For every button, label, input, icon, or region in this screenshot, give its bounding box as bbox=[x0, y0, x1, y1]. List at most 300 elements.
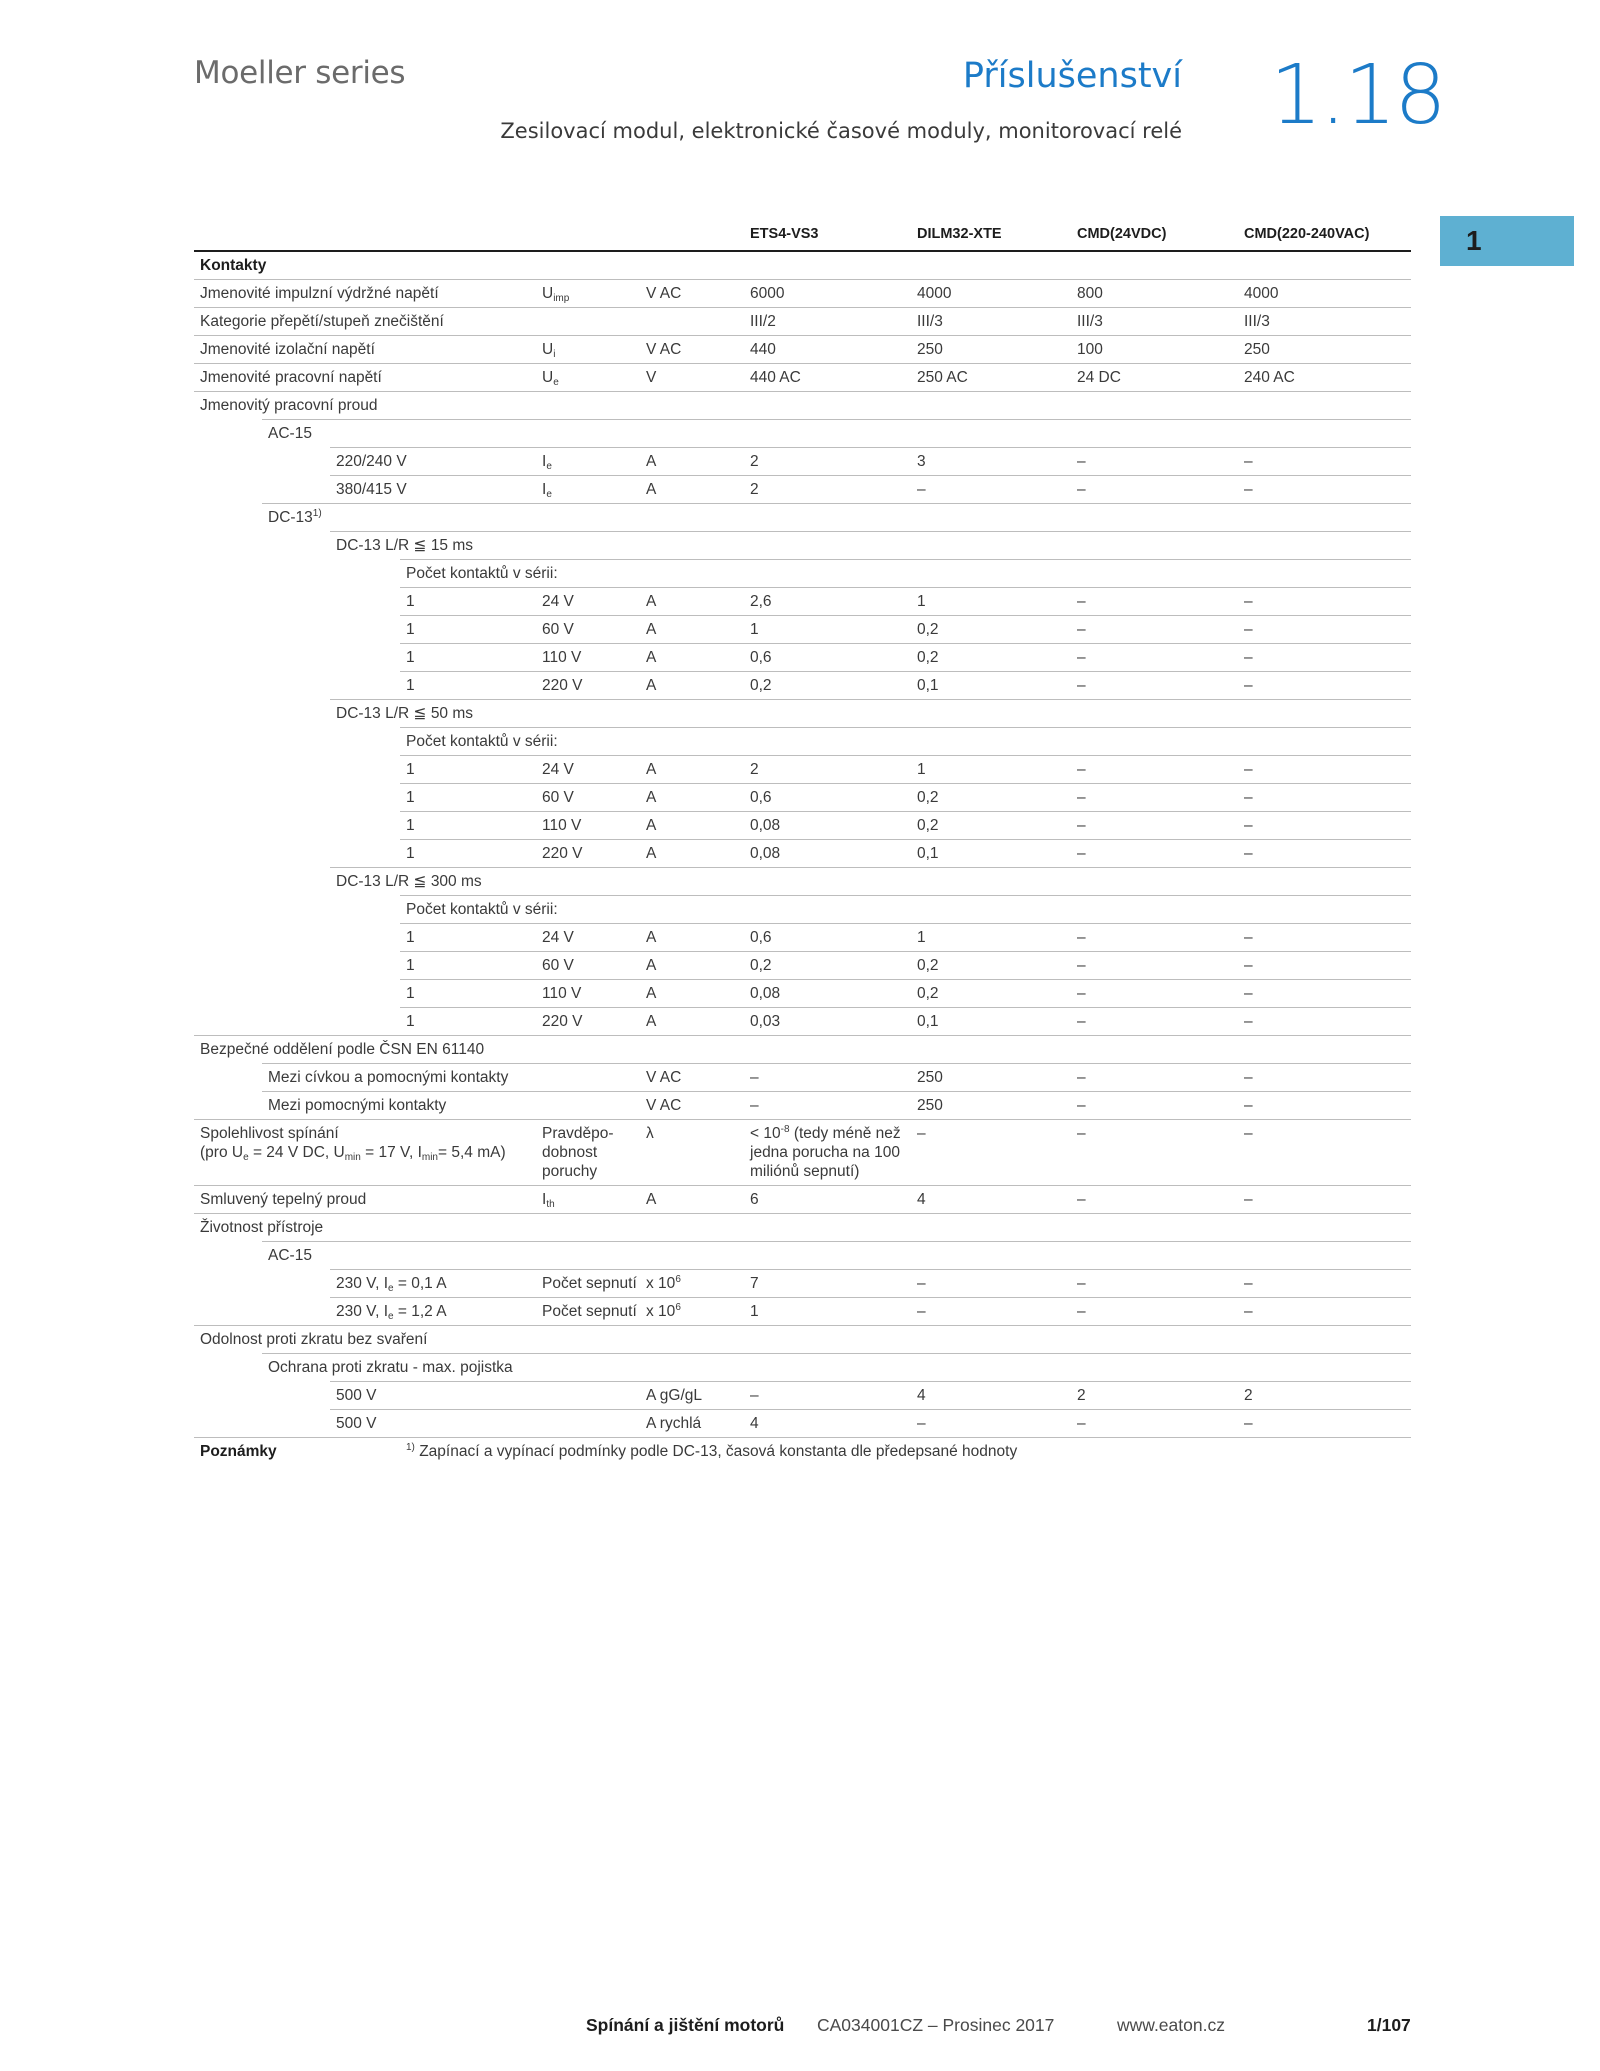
indent-spacer bbox=[262, 644, 330, 672]
cell-value: 1 bbox=[911, 924, 1071, 952]
row-voltage: 60 V bbox=[536, 784, 640, 812]
indent-spacer bbox=[262, 532, 330, 560]
row-label: 380/415 V bbox=[330, 476, 536, 504]
cell-value: – bbox=[1071, 840, 1238, 868]
column-header: DILM32-XTE bbox=[917, 226, 1002, 242]
indent-spacer bbox=[194, 784, 262, 812]
row-unit: A bbox=[640, 784, 744, 812]
cell-value: 1 bbox=[744, 616, 911, 644]
row-unit: A bbox=[640, 616, 744, 644]
row-voltage: 24 V bbox=[536, 588, 640, 616]
table-row bbox=[194, 1270, 1411, 1298]
indent-spacer bbox=[262, 616, 330, 644]
cell-value: 4 bbox=[911, 1382, 1071, 1410]
indent-spacer bbox=[262, 896, 330, 924]
table-row bbox=[194, 336, 1411, 364]
indent-spacer bbox=[330, 1008, 400, 1036]
footnote-marker: 1) bbox=[406, 1442, 415, 1453]
cell-value: – bbox=[1238, 784, 1411, 812]
row-label: 230 V, $I_e = 1,2$ A bbox=[330, 1298, 536, 1326]
row-label: 500 V bbox=[330, 1382, 640, 1410]
cell-value: 800 bbox=[1071, 280, 1238, 308]
row-label: AC-15 bbox=[262, 1242, 1411, 1270]
footer-url[interactable]: www.eaton.cz bbox=[1117, 2015, 1225, 2035]
contact-count: 1 bbox=[400, 1008, 536, 1036]
indent-spacer bbox=[262, 1298, 330, 1326]
cell-value: 250 bbox=[911, 1064, 1071, 1092]
column-header: CMD(220-240VAC) bbox=[1244, 226, 1370, 242]
row-unit: A rychlá bbox=[640, 1410, 744, 1438]
cell-value: – bbox=[1238, 588, 1411, 616]
table-row bbox=[194, 812, 1411, 840]
indent-spacer bbox=[262, 924, 330, 952]
indent-spacer bbox=[194, 1270, 262, 1298]
table-row bbox=[194, 588, 1411, 616]
indent-spacer bbox=[262, 700, 330, 728]
cell-value: III/3 bbox=[1238, 308, 1411, 336]
indent-spacer bbox=[194, 728, 262, 756]
contact-count: 1 bbox=[400, 672, 536, 700]
cell-value: – bbox=[1071, 1120, 1238, 1186]
chapter-tab[interactable]: 1 bbox=[1440, 216, 1574, 266]
row-unit: A bbox=[640, 644, 744, 672]
row-label: Jmenovitý pracovní proud bbox=[194, 392, 1411, 420]
row-unit: A bbox=[640, 1008, 744, 1036]
cell-value: 6000 bbox=[744, 280, 911, 308]
cell-value: – bbox=[1238, 1186, 1411, 1214]
row-label: Mezi pomocnými kontakty bbox=[262, 1092, 640, 1120]
table-row bbox=[194, 1120, 1411, 1186]
contact-count: 1 bbox=[400, 840, 536, 868]
table-row bbox=[194, 1036, 1411, 1064]
row-label: 500 V bbox=[330, 1410, 640, 1438]
section-subtitle: Zesilovací modul, elektronické časové moduly, monitorovací relé bbox=[500, 119, 1182, 143]
cell-value: – bbox=[1071, 672, 1238, 700]
indent-spacer bbox=[194, 476, 262, 504]
row-symbol: $I_e$ bbox=[536, 476, 640, 504]
cell-value: III/3 bbox=[911, 308, 1071, 336]
row-voltage: 60 V bbox=[536, 616, 640, 644]
table-row bbox=[194, 392, 1411, 420]
cell-value: 2,6 bbox=[744, 588, 911, 616]
table-row bbox=[194, 1008, 1411, 1036]
cell-value: 2 bbox=[1071, 1382, 1238, 1410]
section-row bbox=[194, 251, 1411, 280]
cell-value: 2 bbox=[744, 476, 911, 504]
table-row bbox=[194, 420, 1411, 448]
spec-table bbox=[194, 214, 1411, 1465]
table-row bbox=[194, 1354, 1411, 1382]
cell-value: – bbox=[1238, 1298, 1411, 1326]
indent-spacer bbox=[194, 644, 262, 672]
row-unit: A bbox=[640, 476, 744, 504]
cell-value: 0,1 bbox=[911, 1008, 1071, 1036]
row-label: Kategorie přepětí/stupeň znečištění bbox=[194, 308, 536, 336]
row-label: 220/240 V bbox=[330, 448, 536, 476]
indent-spacer bbox=[330, 616, 400, 644]
cell-value: – bbox=[911, 476, 1071, 504]
cell-value: – bbox=[744, 1064, 911, 1092]
cell-value: – bbox=[1071, 1298, 1238, 1326]
indent-spacer bbox=[262, 1270, 330, 1298]
cell-value: 250 bbox=[1238, 336, 1411, 364]
row-symbol: Pravděpo-dobnost poruchy bbox=[536, 1120, 640, 1186]
table-row bbox=[194, 952, 1411, 980]
row-voltage: 110 V bbox=[536, 644, 640, 672]
row-voltage: 24 V bbox=[536, 756, 640, 784]
cell-value: 0,08 bbox=[744, 812, 911, 840]
cell-value: 4 bbox=[744, 1410, 911, 1438]
indent-spacer bbox=[194, 560, 262, 588]
cell-value: 7 bbox=[744, 1270, 911, 1298]
row-label: DC-13$^{1)}$ bbox=[262, 504, 1411, 532]
table-row bbox=[194, 896, 1411, 924]
indent-spacer bbox=[194, 616, 262, 644]
cell-value: 440 AC bbox=[744, 364, 911, 392]
cell-value: – bbox=[1238, 952, 1411, 980]
row-voltage: 220 V bbox=[536, 840, 640, 868]
row-unit: A bbox=[640, 924, 744, 952]
cell-value: – bbox=[744, 1382, 911, 1410]
indent-spacer bbox=[330, 952, 400, 980]
row-label bbox=[194, 1120, 536, 1186]
row-unit: A bbox=[640, 952, 744, 980]
cell-value: 0,2 bbox=[911, 784, 1071, 812]
row-symbol: $U_e$ bbox=[536, 364, 640, 392]
row-unit: A bbox=[640, 588, 744, 616]
cell-value: 1 bbox=[911, 588, 1071, 616]
table-row bbox=[194, 280, 1411, 308]
indent-spacer bbox=[330, 980, 400, 1008]
contact-count: 1 bbox=[400, 756, 536, 784]
row-label-condition: (pro $U_e = 24$ V DC, $U_{min} = 17$ V, $I_{min}= 5,4$ mA) bbox=[200, 1144, 506, 1163]
row-unit: V AC bbox=[640, 1064, 744, 1092]
contact-count: 1 bbox=[400, 784, 536, 812]
table-row bbox=[194, 560, 1411, 588]
indent-spacer bbox=[262, 868, 330, 896]
row-label: Počet kontaktů v sérii: bbox=[400, 728, 1411, 756]
cell-value: 0,6 bbox=[744, 924, 911, 952]
indent-spacer bbox=[262, 588, 330, 616]
indent-spacer bbox=[194, 1354, 262, 1382]
cell-value: 0,2 bbox=[911, 952, 1071, 980]
table-header-row bbox=[194, 214, 1411, 251]
row-unit: V bbox=[640, 364, 744, 392]
indent-spacer bbox=[330, 588, 400, 616]
cell-value: 0,03 bbox=[744, 1008, 911, 1036]
cell-value: 250 bbox=[911, 336, 1071, 364]
row-unit: x $10^6$ bbox=[640, 1298, 744, 1326]
table-row bbox=[194, 1410, 1411, 1438]
indent-spacer bbox=[262, 1008, 330, 1036]
cell-value: – bbox=[1238, 476, 1411, 504]
column-header: ETS4-VS3 bbox=[750, 226, 819, 242]
table-row bbox=[194, 1242, 1411, 1270]
table-row bbox=[194, 840, 1411, 868]
indent-spacer bbox=[262, 448, 330, 476]
indent-spacer bbox=[194, 980, 262, 1008]
footnote-marker: 1) bbox=[312, 508, 322, 519]
row-unit: A bbox=[640, 672, 744, 700]
footer-doc-id: CA034001CZ – Prosinec 2017 bbox=[817, 2015, 1055, 2035]
table-row bbox=[194, 1298, 1411, 1326]
indent-spacer bbox=[330, 812, 400, 840]
cell-value: 4000 bbox=[1238, 280, 1411, 308]
indent-spacer bbox=[194, 840, 262, 868]
table-row bbox=[194, 1186, 1411, 1214]
cell-value: – bbox=[1238, 1064, 1411, 1092]
indent-spacer bbox=[194, 952, 262, 980]
indent-spacer bbox=[194, 588, 262, 616]
row-label: Jmenovité impulzní výdržné napětí bbox=[194, 280, 536, 308]
contact-count: 1 bbox=[400, 588, 536, 616]
row-voltage: 220 V bbox=[536, 672, 640, 700]
cell-value: – bbox=[911, 1270, 1071, 1298]
cell-value: – bbox=[1071, 1008, 1238, 1036]
indent-spacer bbox=[194, 504, 262, 532]
indent-spacer bbox=[330, 924, 400, 952]
cell-value: 3 bbox=[911, 448, 1071, 476]
row-label: Odolnost proti zkratu bez svaření bbox=[194, 1326, 1411, 1354]
cell-value: 0,6 bbox=[744, 784, 911, 812]
section-title: Příslušenství bbox=[962, 56, 1182, 96]
cell-value: – bbox=[1071, 644, 1238, 672]
cell-value: 4 bbox=[911, 1186, 1071, 1214]
cell-value: – bbox=[1071, 952, 1238, 980]
indent-spacer bbox=[262, 812, 330, 840]
indent-spacer bbox=[194, 896, 262, 924]
indent-spacer bbox=[194, 1092, 262, 1120]
cell-value: 240 AC bbox=[1238, 364, 1411, 392]
cell-value: 0,1 bbox=[911, 672, 1071, 700]
indent-spacer bbox=[194, 1242, 262, 1270]
cell-value: 250 bbox=[911, 1092, 1071, 1120]
indent-spacer bbox=[262, 476, 330, 504]
row-label: AC-15 bbox=[262, 420, 1411, 448]
contact-count: 1 bbox=[400, 924, 536, 952]
cell-value: – bbox=[1238, 448, 1411, 476]
cell-value: – bbox=[1071, 1092, 1238, 1120]
cell-value: – bbox=[1071, 1064, 1238, 1092]
cell-value: – bbox=[1071, 616, 1238, 644]
cell-value: – bbox=[911, 1298, 1071, 1326]
row-voltage: 110 V bbox=[536, 980, 640, 1008]
row-label: Jmenovité izolační napětí bbox=[194, 336, 536, 364]
cell-value: – bbox=[1238, 1120, 1411, 1186]
indent-spacer bbox=[330, 840, 400, 868]
row-label: DC-13 L/R ≦ 15 ms bbox=[330, 532, 1411, 560]
table-row bbox=[194, 700, 1411, 728]
table-row bbox=[194, 784, 1411, 812]
row-label: Jmenovité pracovní napětí bbox=[194, 364, 536, 392]
cell-value: III/2 bbox=[744, 308, 911, 336]
row-symbol: Počet sepnutí bbox=[536, 1270, 640, 1298]
indent-spacer bbox=[262, 784, 330, 812]
cell-value: – bbox=[1071, 812, 1238, 840]
column-header: CMD(24VDC) bbox=[1077, 226, 1167, 242]
table-row bbox=[194, 364, 1411, 392]
indent-spacer bbox=[194, 924, 262, 952]
table-row bbox=[194, 728, 1411, 756]
table-row bbox=[194, 1214, 1411, 1242]
contact-count: 1 bbox=[400, 952, 536, 980]
row-label: DC-13 L/R ≦ 300 ms bbox=[330, 868, 1411, 896]
row-voltage: 24 V bbox=[536, 924, 640, 952]
indent-spacer bbox=[194, 1064, 262, 1092]
indent-spacer bbox=[194, 812, 262, 840]
cell-value: 0,2 bbox=[911, 644, 1071, 672]
row-unit: A bbox=[640, 448, 744, 476]
cell-value: 0,2 bbox=[744, 952, 911, 980]
footer-title: Spínání a jištění motorů bbox=[586, 2015, 785, 2035]
indent-spacer bbox=[194, 756, 262, 784]
row-unit: V AC bbox=[640, 1092, 744, 1120]
footer-page-number: 1/107 bbox=[1367, 2015, 1411, 2035]
cell-value: 0,2 bbox=[911, 980, 1071, 1008]
indent-spacer bbox=[330, 672, 400, 700]
cell-value: – bbox=[911, 1410, 1071, 1438]
contact-count: 1 bbox=[400, 616, 536, 644]
indent-spacer bbox=[330, 644, 400, 672]
indent-spacer bbox=[194, 448, 262, 476]
row-label: Ochrana proti zkratu - max. pojistka bbox=[262, 1354, 1411, 1382]
row-unit: V AC bbox=[640, 280, 744, 308]
cell-value: 0,2 bbox=[911, 616, 1071, 644]
cell-value: – bbox=[1071, 924, 1238, 952]
indent-spacer bbox=[262, 728, 330, 756]
cell-value: – bbox=[1238, 924, 1411, 952]
cell-value: 1 bbox=[911, 756, 1071, 784]
cell-value: 6 bbox=[744, 1186, 911, 1214]
table-row bbox=[194, 504, 1411, 532]
row-unit: V AC bbox=[640, 336, 744, 364]
cell-value: – bbox=[1238, 1410, 1411, 1438]
indent-spacer bbox=[262, 560, 330, 588]
notes-label: Poznámky bbox=[200, 1443, 277, 1460]
row-label: DC-13 L/R ≦ 50 ms bbox=[330, 700, 1411, 728]
indent-spacer bbox=[194, 1298, 262, 1326]
indent-spacer bbox=[194, 672, 262, 700]
cell-value: 250 AC bbox=[911, 364, 1071, 392]
indent-spacer bbox=[330, 560, 400, 588]
cell-value: – bbox=[1071, 980, 1238, 1008]
indent-spacer bbox=[194, 700, 262, 728]
row-label: 230 V, $I_e = 0,1$ A bbox=[330, 1270, 536, 1298]
indent-spacer bbox=[194, 1382, 262, 1410]
cell-value: – bbox=[1238, 812, 1411, 840]
cell-value: 2 bbox=[744, 448, 911, 476]
table-row bbox=[194, 308, 1411, 336]
cell-value: – bbox=[1071, 784, 1238, 812]
row-unit: A bbox=[640, 812, 744, 840]
indent-spacer bbox=[262, 672, 330, 700]
section-label: Kontakty bbox=[200, 257, 267, 274]
cell-value: – bbox=[1238, 616, 1411, 644]
table-row bbox=[194, 1382, 1411, 1410]
cell-value: 2 bbox=[744, 756, 911, 784]
table-row bbox=[194, 1326, 1411, 1354]
contact-count: 1 bbox=[400, 812, 536, 840]
indent-spacer bbox=[330, 896, 400, 924]
cell-value: 0,1 bbox=[911, 840, 1071, 868]
cell-value: 0,2 bbox=[911, 812, 1071, 840]
row-voltage: 220 V bbox=[536, 1008, 640, 1036]
row-unit: A bbox=[640, 840, 744, 868]
contact-count: 1 bbox=[400, 644, 536, 672]
indent-spacer bbox=[194, 1410, 262, 1438]
table-row bbox=[194, 532, 1411, 560]
table-row bbox=[194, 868, 1411, 896]
row-voltage: 60 V bbox=[536, 952, 640, 980]
indent-spacer bbox=[194, 1008, 262, 1036]
cell-value: 2 bbox=[1238, 1382, 1411, 1410]
row-voltage: 110 V bbox=[536, 812, 640, 840]
row-unit: x $10^6$ bbox=[640, 1270, 744, 1298]
cell-value: – bbox=[1238, 1092, 1411, 1120]
row-symbol: $U_i$ bbox=[536, 336, 640, 364]
cell-value: – bbox=[1071, 756, 1238, 784]
cell-value: 100 bbox=[1071, 336, 1238, 364]
table-row bbox=[194, 448, 1411, 476]
row-label: Počet kontaktů v sérii: bbox=[400, 560, 1411, 588]
row-unit: λ bbox=[640, 1120, 744, 1186]
table-row bbox=[194, 924, 1411, 952]
row-symbol: $U_{imp}$ bbox=[536, 280, 640, 308]
cell-value: 0,08 bbox=[744, 980, 911, 1008]
row-unit: A gG/gL bbox=[640, 1382, 744, 1410]
cell-value: – bbox=[1238, 980, 1411, 1008]
notes-row bbox=[194, 1438, 1411, 1466]
indent-spacer bbox=[330, 784, 400, 812]
table-row bbox=[194, 1092, 1411, 1120]
cell-value: – bbox=[1071, 448, 1238, 476]
table-row bbox=[194, 980, 1411, 1008]
row-unit bbox=[640, 308, 744, 336]
row-symbol bbox=[536, 308, 640, 336]
row-label: Životnost přístroje bbox=[194, 1214, 1411, 1242]
indent-spacer bbox=[262, 756, 330, 784]
indent-spacer bbox=[262, 980, 330, 1008]
indent-spacer bbox=[194, 532, 262, 560]
series-name: Moeller series bbox=[194, 55, 406, 91]
cell-value: 440 bbox=[744, 336, 911, 364]
table-row bbox=[194, 756, 1411, 784]
contact-count: 1 bbox=[400, 980, 536, 1008]
table-row bbox=[194, 672, 1411, 700]
indent-spacer bbox=[262, 1410, 330, 1438]
cell-value: III/3 bbox=[1071, 308, 1238, 336]
row-label: Bezpečné oddělení podle ČSN EN 61140 bbox=[194, 1036, 1411, 1064]
cell-value: 0,6 bbox=[744, 644, 911, 672]
cell-value: – bbox=[1238, 1270, 1411, 1298]
indent-spacer bbox=[194, 868, 262, 896]
table-row bbox=[194, 644, 1411, 672]
row-unit: A bbox=[640, 1186, 744, 1214]
cell-value: 0,08 bbox=[744, 840, 911, 868]
row-unit: A bbox=[640, 756, 744, 784]
table-row bbox=[194, 1064, 1411, 1092]
cell-value: – bbox=[1238, 644, 1411, 672]
row-label: Smluvený tepelný proud bbox=[194, 1186, 536, 1214]
indent-spacer bbox=[330, 756, 400, 784]
row-symbol: Počet sepnutí bbox=[536, 1298, 640, 1326]
cell-value: – bbox=[1238, 756, 1411, 784]
indent-spacer bbox=[262, 840, 330, 868]
cell-value: – bbox=[1071, 476, 1238, 504]
cell-value: – bbox=[1071, 1410, 1238, 1438]
indent-spacer bbox=[330, 728, 400, 756]
table-row bbox=[194, 476, 1411, 504]
